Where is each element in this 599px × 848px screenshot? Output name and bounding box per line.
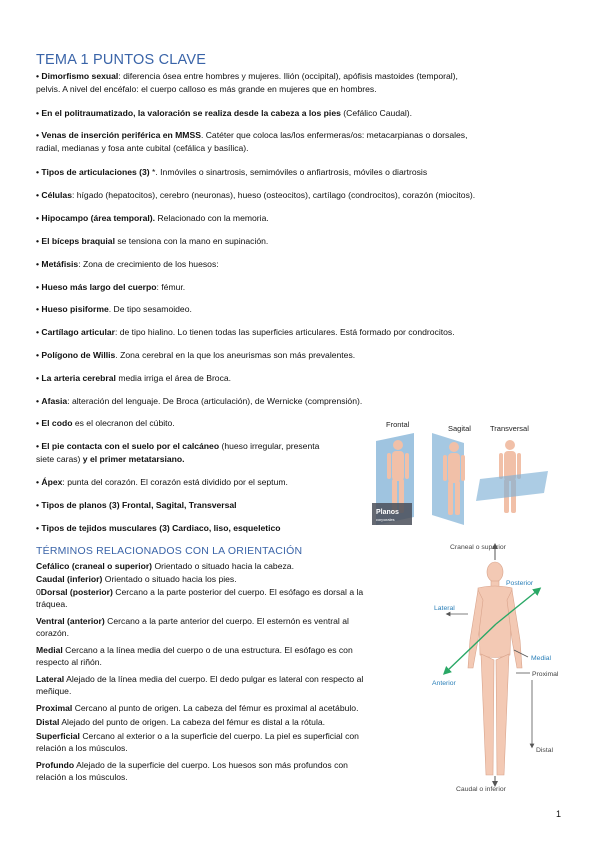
label-distal: Distal — [536, 747, 553, 754]
bullet-item: • El bíceps braquial se tensiona con la mano en supinación. — [36, 236, 269, 246]
term-item: Proximal Cercano al punto de origen. La cabeza del fémur es proximal al acetábulo. — [36, 703, 359, 713]
term-item: Profundo Alejado de la superficie del cuerpo. Los huesos son más profundos con relación a los músculos. — [36, 760, 348, 783]
term-item: Cefálico (craneal o superior) Orientado o situado hacia la cabeza. — [36, 561, 294, 571]
term-item: Superficial Cercano al exterior o a la superficie del cuerpo. La piel es superficial con relación a los músculos. — [36, 731, 359, 754]
bullet-item: • Ápex: punta del corazón. El corazón está dividido por el septum. — [36, 477, 288, 487]
bullet-item: • Tipos de articulaciones (3) *. Inmóviles o sinartrosis, semimóviles o anfiartrosis, móviles o diartrosis — [36, 167, 428, 177]
bullet-item: • El codo es el olecranon del cúbito. — [36, 418, 175, 428]
human-body-figure — [468, 562, 522, 775]
page-title: TEMA 1 PUNTOS CLAVE — [36, 52, 207, 68]
plane-label-transversal: Transversal — [490, 424, 529, 433]
section-title-orientation: TÉRMINOS RELACIONADOS CON LA ORIENTACIÓN — [36, 545, 303, 557]
term-item: 0Dorsal (posterior) Cercano a la parte posterior del cuerpo. El esófago es dorsal a la tráquea. — [36, 587, 364, 610]
figure-subcaption: corporales — [376, 517, 395, 522]
bullet-item: • Dimorfismo sexual: diferencia ósea entre hombres y mujeres. Ilión (occipital), apófisis mastoides (temporal), pelvis. A nivel del encéfalo: el cuerpo calloso es más grande en mujeres que en hombres. — [36, 71, 458, 94]
plane-label-sagital: Sagital — [448, 424, 471, 433]
bullet-item: • El pie contacta con el suelo por el calcáneo (hueso irregular, presenta siete caras) y el primer metatarsiano. — [36, 441, 320, 464]
term-item: Ventral (anterior) Cercano a la parte anterior del cuerpo. El esternón es ventral al corazón. — [36, 616, 349, 639]
label-lateral: Lateral — [434, 605, 455, 612]
bullet-item: • Hipocampo (área temporal). Relacionado con la memoria. — [36, 213, 269, 223]
label-proximal: Proximal — [532, 671, 559, 678]
label-superior: Craneal o superior — [450, 544, 506, 551]
plane-label-frontal: Frontal — [386, 420, 410, 429]
bullet-item: • Venas de inserción periférica en MMSS. Catéter que coloca las/los enfermeras/os: metacarpianas o dorsales, radial, medianas y fosa ante cubital (cefálica y basílica). — [36, 130, 468, 153]
page-number: 1 — [556, 809, 562, 819]
label-posterior: Posterior — [506, 580, 534, 587]
bullet-item: • Metáfisis: Zona de crecimiento de los huesos: — [36, 259, 219, 269]
bullet-item: • Cartílago articular: de tipo hialino. Lo tienen todas las superficies articulares. Está formado por condrocitos. — [36, 327, 455, 337]
anatomical-planes-figure — [372, 413, 549, 525]
term-item: Medial Cercano a la línea media del cuerpo o de una estructura. El esófago es con respecto al riñón. — [36, 645, 353, 668]
term-item: Lateral Alejado de la línea media del cuerpo. El dedo pulgar es lateral con respecto al meñique. — [36, 674, 364, 697]
term-item: Distal Alejado del punto de origen. La cabeza del fémur es distal a la rótula. — [36, 717, 326, 727]
bullet-item: • En el politraumatizado, la valoración se realiza desde la cabeza a los pies (Cefálico Caudal). — [36, 108, 413, 118]
bullet-item: • Afasia: alteración del lenguaje. De Broca (articulación), de Wernicke (comprensión). — [36, 396, 363, 406]
orientation-figure — [428, 540, 566, 795]
figure-caption: Planos — [376, 509, 399, 516]
label-medial: Medial — [531, 655, 552, 662]
bullet-item: • La arteria cerebral media irriga el área de Broca. — [36, 373, 232, 383]
label-anterior: Anterior — [432, 680, 456, 687]
label-inferior: Caudal o inferior — [456, 786, 506, 793]
term-item: Caudal (inferior) Orientado o situado hacia los pies. — [36, 574, 237, 584]
bullet-item: • Polígono de Willis. Zona cerebral en la que los aneurismas son más prevalentes. — [36, 350, 356, 360]
bullet-item: • Tipos de tejidos musculares (3) Cardiaco, liso, esqueletico — [36, 523, 281, 533]
bullet-item: • Hueso más largo del cuerpo: fémur. — [36, 282, 186, 292]
bullet-item: • Tipos de planos (3) Frontal, Sagital, Transversal — [36, 500, 237, 510]
bullet-item: • Células: hígado (hepatocitos), cerebro (neuronas), hueso (osteocitos), cartílago (condrocitos), corazón (miocitos). — [36, 190, 476, 200]
bullet-item: • Hueso pisiforme. De tipo sesamoideo. — [36, 304, 192, 314]
